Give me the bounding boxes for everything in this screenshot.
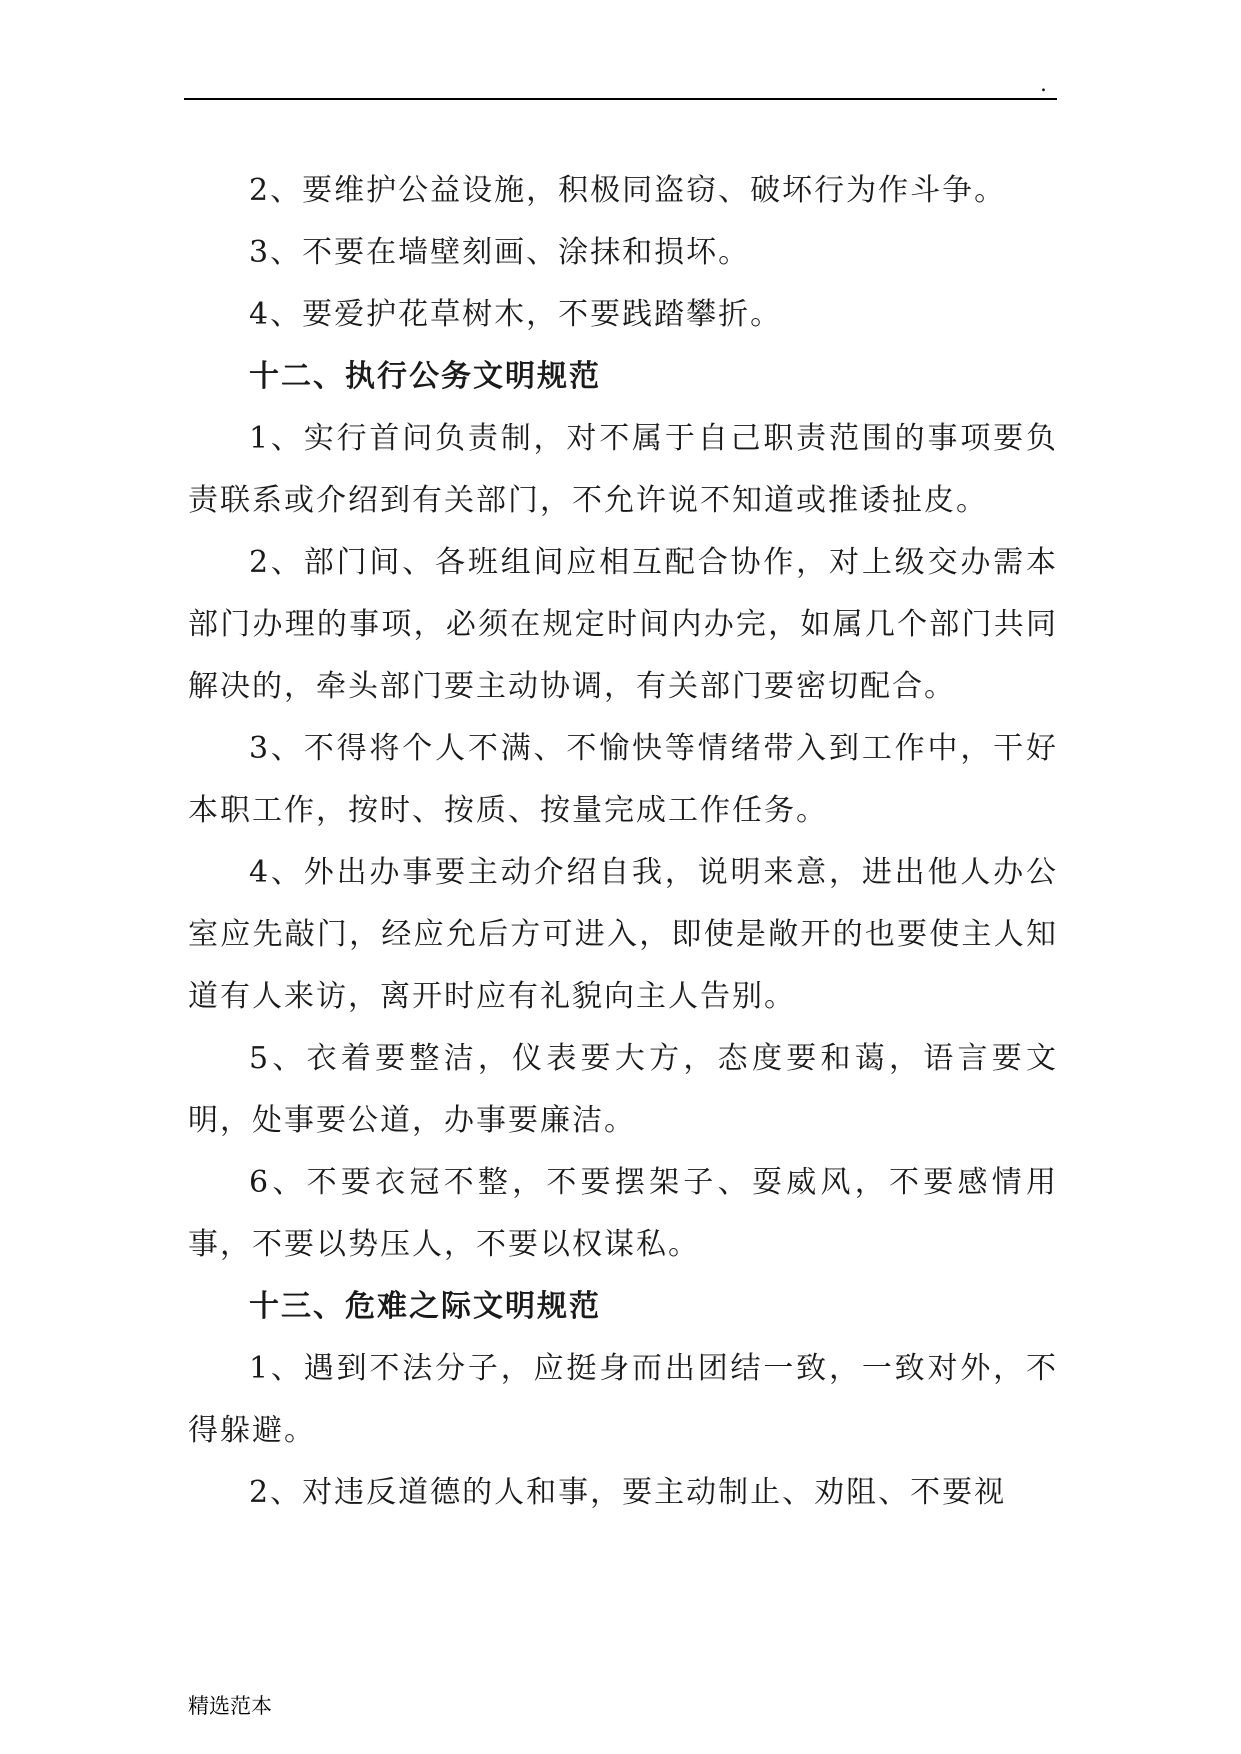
paragraph-item: 5、衣着要整洁，仪表要大方，态度要和蔼，语言要文明，处事要公道，办事要廉洁。 <box>188 1041 1058 1138</box>
paragraph-item: 3、不要在墙壁刻画、涂抹和损坏。 <box>249 235 751 270</box>
footer-label: 精选范本 <box>188 1694 272 1718</box>
paragraph-item: 4、外出办事要主动介绍自我，说明来意，进出他人办公室应先敲门，经应允后方可进入，即使是敞开的也要使主人知道有人来访，离开时应有礼貌向主人告别。 <box>188 855 1058 1014</box>
paragraph-item: 1、遇到不法分子，应挺身而出团结一致，一致对外，不得躲避。 <box>188 1351 1058 1448</box>
section-heading: 十三、危难之际文明规范 <box>249 1289 601 1324</box>
paragraph-item: 6、不要衣冠不整，不要摆架子、耍威风，不要感情用事，不要以势压人，不要以权谋私。 <box>188 1165 1058 1262</box>
paragraph-item: 2、部门间、各班组间应相互配合协作，对上级交办需本部门办理的事项，必须在规定时间内办完，如属几个部门共同解决的，牵头部门要主动协调，有关部门要密切配合。 <box>188 545 1058 704</box>
paragraph-item: 1、实行首问负责制，对不属于自己职责范围的事项要负责联系或介绍到有关部门，不允许说不知道或推诿扯皮。 <box>188 421 1058 518</box>
paragraph-item: 2、对违反道德的人和事，要主动制止、劝阻、不要视 <box>249 1475 1007 1510</box>
document-body <box>188 160 1058 1524</box>
paragraph-item: 2、要维护公益设施，积极同盗窃、破坏行为作斗争。 <box>249 173 1007 208</box>
section-heading: 十二、执行公务文明规范 <box>249 359 601 394</box>
paragraph-item: 4、要爱护花草树木，不要践踏攀折。 <box>249 297 783 332</box>
header-rule <box>184 98 1057 100</box>
paragraph-item: 3、不得将个人不满、不愉快等情绪带入到工作中，干好本职工作，按时、按质、按量完成工作任务。 <box>188 731 1058 828</box>
header-mark: . <box>1040 72 1047 97</box>
